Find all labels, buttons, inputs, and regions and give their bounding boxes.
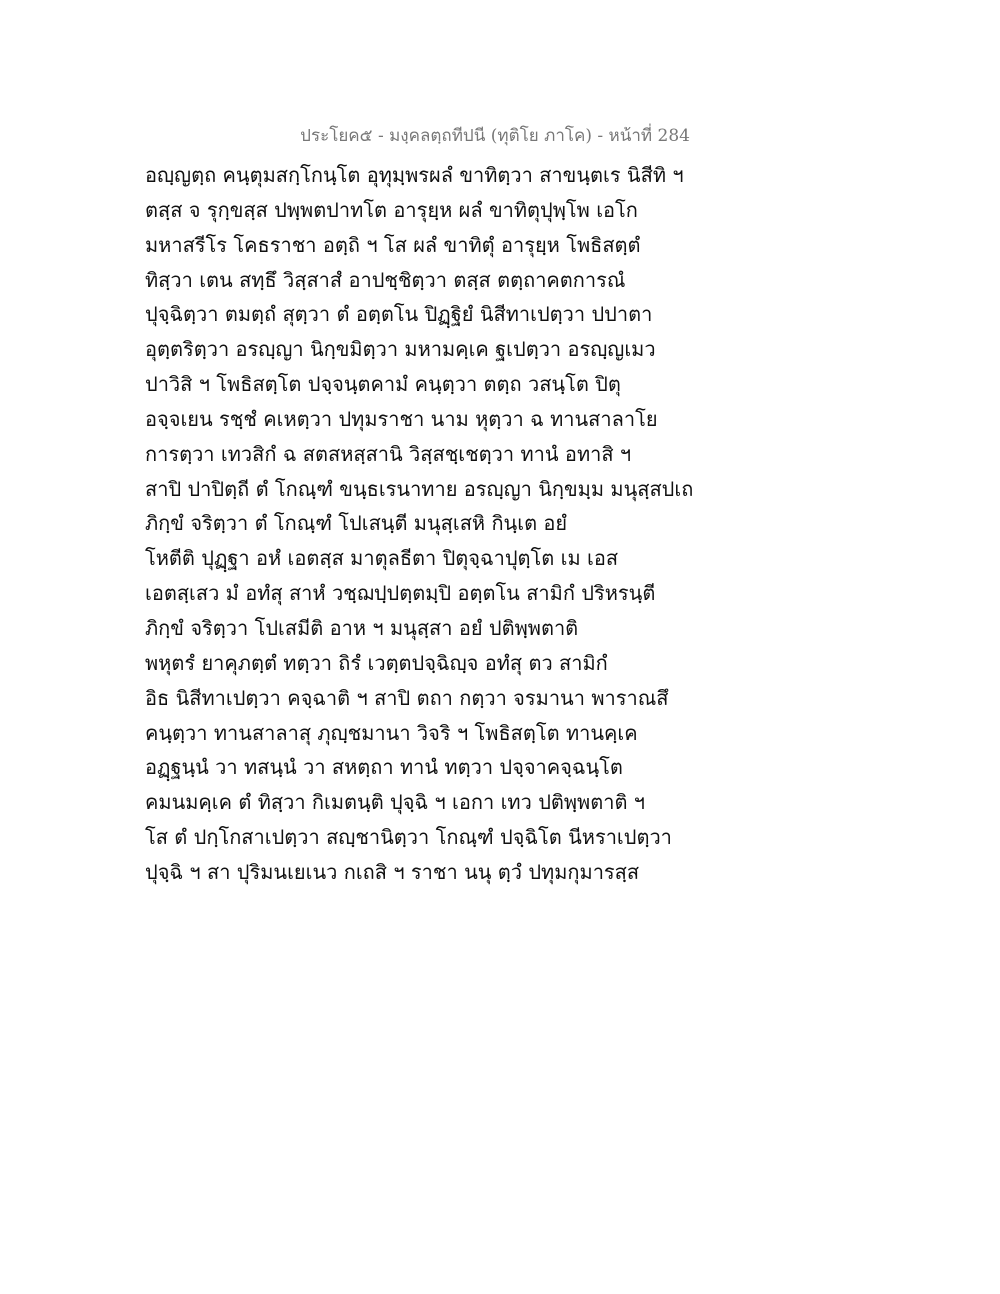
text-line: ภิกฺขํ จริตฺวา โปเสมีติ อาห ฯ มนุสฺสา อยํ ปติพฺพตาติ — [145, 615, 579, 640]
text-line: อุตฺตริตฺวา อรญฺญา นิกฺขมิตฺวา มหามคฺเค ฐเปตฺวา อรญฺญเมว — [145, 337, 656, 362]
text-line: ตสฺส จ รุกฺขสฺส ปพฺพตปาทโต อารุยฺห ผลํ ขาทิตุปุพฺโพ เอโก — [145, 197, 638, 222]
text-line: ปาวิสิ ฯ โพธิสตฺโต ปจฺจนฺตคามํ คนฺตฺวา ตตฺถ วสนฺโต ปิตุ — [145, 372, 621, 397]
text-line: โหตีติ ปุฏฺฐา อหํ เอตสฺส มาตุลธีตา ปิตุจฺฉาปุตฺโต เม เอส — [145, 546, 619, 571]
text-line: อฏฺฐนฺนํ วา ทสนฺนํ วา สหตฺถา ทานํ ทตฺวา ปจฺจาคจฺฉนฺโต — [145, 755, 623, 780]
text-line: โส ตํ ปกฺโกสาเปตฺวา สญฺชานิตฺวา โกณฺฑํ ปจฺฉิโต นีหราเปตฺวา — [145, 825, 672, 850]
text-line: สาปิ ปาปิตฺถี ตํ โกณฺฑํ ขนฺธเรนาทาย อรญฺญา นิกฺขมฺม มนุสฺสปเถ — [145, 476, 694, 501]
text-line: ภิกฺขํ จริตฺวา ตํ โกณฺฑํ โปเสนฺตี มนุสฺเสหิ กินฺเต อยํ — [145, 511, 568, 536]
body-text — [145, 158, 705, 890]
text-line: คนฺตฺวา ทานสาลาสุ ภุญฺชมานา วิจริ ฯ โพธิสตฺโต ทานคฺเค — [145, 720, 638, 745]
text-line: ทิสฺวา เตน สทฺธึ วิสฺสาสํ อาปชฺชิตฺวา ตสฺส ตตฺถาคตการณํ — [145, 267, 626, 292]
running-header: ประโยค๕ - มงฺคลตฺถทีปนี (ทุติโย ภาโค) - หน้าที่ 284 — [300, 126, 690, 146]
text-line: อิธ นิสีทาเปตฺวา คจฺฉาติ ฯ สาปิ ตถา กตฺวา จรมานา พาราณสึ — [145, 685, 669, 710]
text-line: ปุจฺฉิตฺวา ตมตฺถํ สุตฺวา ตํ อตฺตโน ปิฏฺฐิยํ นิสีทาเปตฺวา ปปาตา — [145, 302, 653, 327]
text-line: อญฺญตฺถ คนฺตุมสกฺโกนฺโต อุทุมฺพรผลํ ขาทิตฺวา สาขนฺตเร นิสีทิ ฯ — [145, 163, 684, 187]
text-line: การตฺวา เทวสิกํ ฉ สตสหสฺสานิ วิสฺสชฺเชตฺวา ทานํ อทาสิ ฯ — [145, 441, 632, 466]
text-line: อจฺจเยน รชฺชํ คเหตฺวา ปทุมราชา นาม หุตฺวา ฉ ทานสาลาโย — [145, 406, 658, 431]
text-line: พหุตรํ ยาคุภตฺตํ ทตฺวา ถิรํ เวตฺตปจฺฉิญฺจ อทํสุ ตว สามิกํ — [145, 650, 608, 675]
text-line: คมนมคฺเค ตํ ทิสฺวา กิเมตนฺติ ปุจฺฉิ ฯ เอกา เทว ปติพฺพตาติ ฯ — [145, 790, 646, 815]
text-line: ปุจฺฉิ ฯ สา ปุริมนเยเนว กเถสิ ฯ ราชา นนุ ตฺวํ ปทุมกุมารสฺส — [145, 859, 640, 884]
text-line: มหาสรีโร โคธราชา อตฺถิ ฯ โส ผลํ ขาทิตุํ อารุยฺห โพธิสตฺตํ — [145, 232, 641, 257]
text-line: เอตสฺเสว มํ อทํสุ สาหํ วชฺฌปฺปตฺตมฺปิ อตฺตโน สามิกํ ปริหรนฺตี — [145, 581, 656, 606]
